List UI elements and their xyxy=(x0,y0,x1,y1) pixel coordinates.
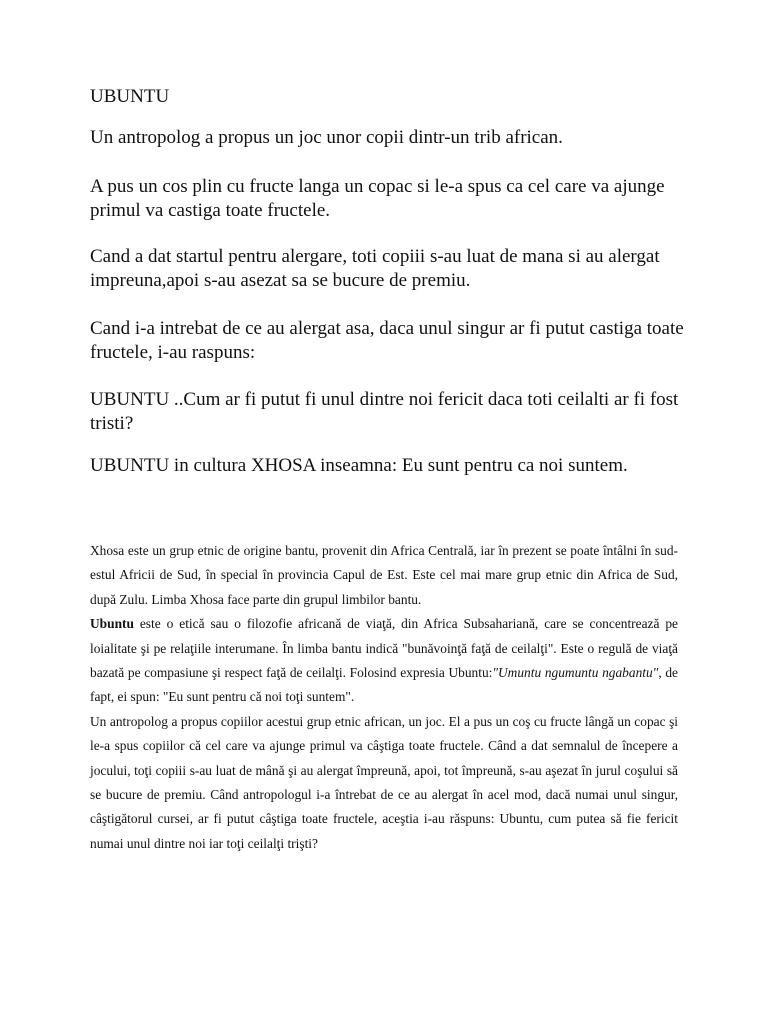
paragraph-ubuntu-meaning: UBUNTU in cultura XHOSA inseamna: Eu sunt pentru ca noi suntem. xyxy=(90,455,628,476)
ubuntu-term: Ubuntu xyxy=(90,616,134,632)
paragraph-fruit-basket: A pus un cos plin cu fructe langa un copac si le-a spus ca cel care va ajunge primul va castiga toate fructele. xyxy=(90,176,665,221)
paragraph-children-running: Cand a dat startul pentru alergare, toti copiii s-au luat de mana si au alergat impreuna,apoi s-au asezat sa se bucure de premiu. xyxy=(90,246,660,291)
paragraph-anthropologist-game: Un antropolog a propus un joc unor copii dintr-un trib african. xyxy=(90,127,563,148)
document-title: UBUNTU xyxy=(90,86,170,107)
ubuntu-definition-paragraph xyxy=(90,612,678,710)
ubuntu-quote: "Umuntu ngumuntu ngabantu" xyxy=(492,665,659,681)
story-paragraph: Un antropolog a propus copiilor acestui grup etnic african, un joc. El a pus un coş cu fructe lângă un copac şi le-a spus copiilor că cel care va ajunge primul va câştiga toate fructele. Când a dat semnalul de începere a jocului, toţi copiii s-au luat de mână şi au alergat împreună, apoi, tot împreună, s-au aşezat în jurul coşului să se bucure de premiu. Când antropologul i-a întrebat de ce au alergat în acel mod, dacă numai unul singur, câştigătorul cursei, ar fi putut câştiga toate fructele, aceştia i-au răspuns: Ubuntu, cum putea să fie fericit numai unul dintre noi iar toţi ceilalţi trişti? xyxy=(90,713,678,851)
ubuntu-definition-text: este o etică sau o filozofie africană de viaţă, din Africa Subsahariană, care se concentrează pe loialitate şi pe relaţiile interumane. În limba bantu indică "bunăvoinţă faţă de ceilalţi". Este o regulă de viaţă bazată pe compasiune şi respect faţă de ceilalţi. Folosind expresia Ubuntu: xyxy=(90,616,678,681)
paragraph-ubuntu-answer: UBUNTU ..Cum ar fi putut fi unul dintre noi fericit daca toti ceilalti ar fi fost tristi? xyxy=(90,389,679,434)
explanatory-text-block xyxy=(90,539,678,856)
xhosa-paragraph: Xhosa este un grup etnic de origine bantu, provenit din Africa Centrală, iar în prezent se poate întâlni în sud-estul Africii de Sud, în special în provincia Capul de Est. Este cel mai mare grup etnic din Africa de Sud, după Zulu. Limba Xhosa face parte din grupul limbilor bantu. xyxy=(90,543,678,607)
paragraph-question: Cand i-a intrebat de ce au alergat asa, daca unul singur ar fi putut castiga toate fructele, i-au raspuns: xyxy=(90,318,684,363)
ubuntu-definition-continuation: , de fapt, ei spun: "Eu sunt pentru că noi toţi suntem". xyxy=(90,665,678,705)
